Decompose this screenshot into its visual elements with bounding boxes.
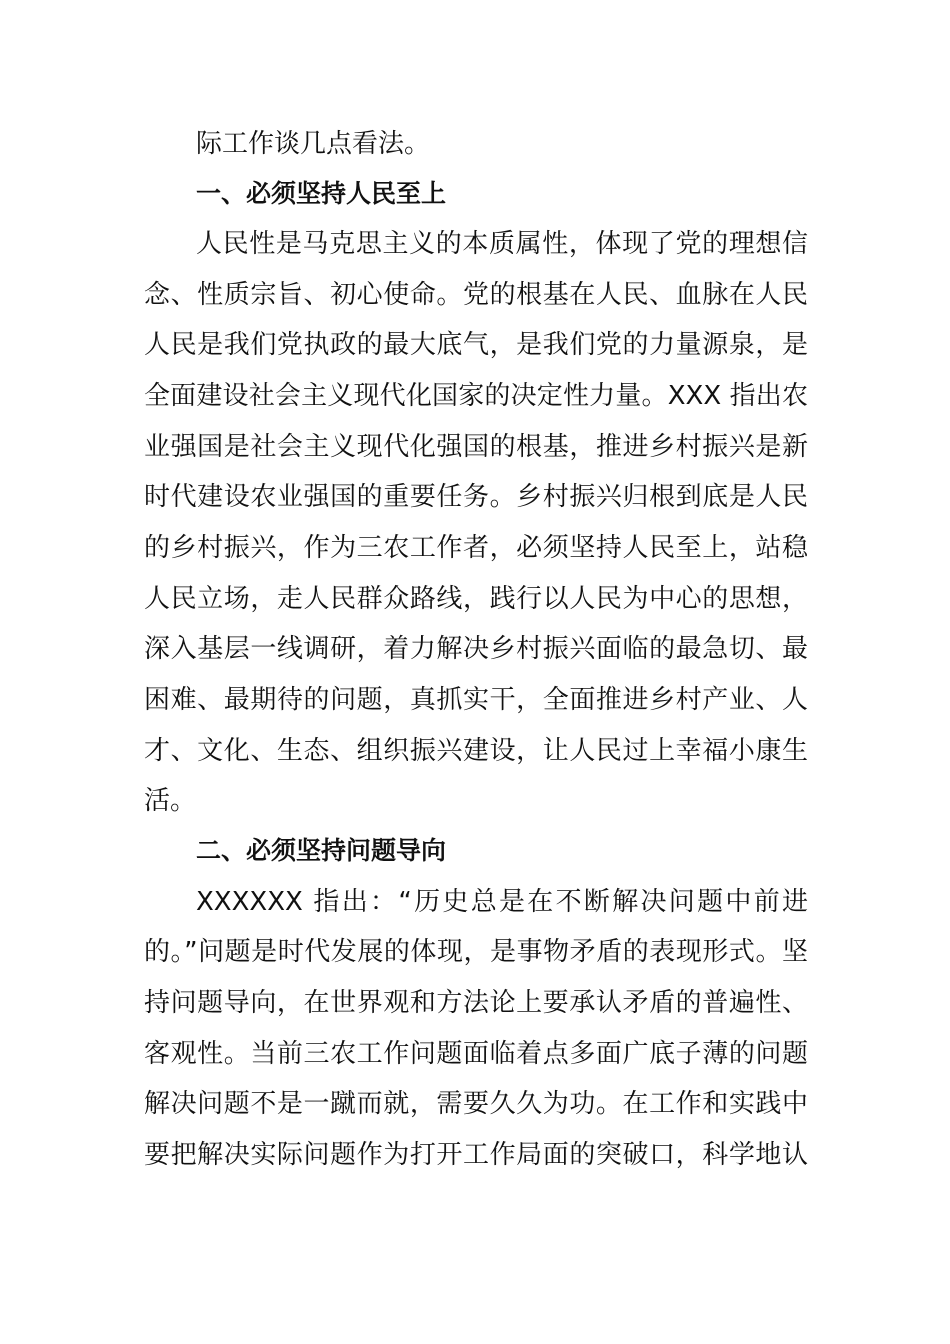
section-1-line-2: 念、性质宗旨、初心使命。党的根基在人民、血脉在人民 — [144, 280, 808, 310]
section-1-line-6: 时代建设农业强国的重要任务。乡村振兴归根到底是人民 — [144, 482, 808, 512]
section-2-line-4: 客观性。当前三农工作问题面临着点多面广底子薄的问题 — [144, 1039, 808, 1069]
section-1-line-8: 人民立场，走人民群众路线，践行以人民为中心的思想， — [144, 584, 808, 614]
section-2-line-5: 解决问题不是一蹴而就，需要久久为功。在工作和实践中 — [144, 1089, 808, 1119]
section-1-line-9: 深入基层一线调研，着力解决乡村振兴面临的最急切、最 — [144, 634, 808, 664]
section-1-line-11: 才、文化、生态、组织振兴建设，让人民过上幸福小康生 — [144, 736, 808, 766]
section-1-heading: 一、必须坚持人民至上 — [196, 179, 447, 208]
intro-line: 际工作谈几点看法。 — [196, 129, 431, 159]
section-1-line-1: 人民性是马克思主义的本质属性，体现了党的理想信 — [196, 229, 808, 259]
section-1-line-10: 困难、最期待的问题，真抓实干，全面推进乡村产业、人 — [144, 685, 808, 715]
section-2-line-3: 持问题导向，在世界观和方法论上要承认矛盾的普遍性、 — [144, 988, 808, 1018]
section-2-line-1: XXXXXX 指出：“历史总是在不断解决问题中前进 — [196, 887, 808, 917]
section-1-line-5: 业强国是社会主义现代化强国的根基，推进乡村振兴是新 — [144, 432, 808, 462]
section-1-line-12: 活。 — [144, 786, 197, 816]
section-1-line-7: 的乡村振兴，作为三农工作者，必须坚持人民至上，站稳 — [144, 533, 808, 563]
section-1-line-4: 全面建设社会主义现代化国家的决定性力量。XXX 指出农 — [144, 381, 808, 411]
section-2-line-6: 要把解决实际问题作为打开工作局面的突破口，科学地认 — [144, 1140, 808, 1170]
section-1-line-3: 人民是我们党执政的最大底气，是我们党的力量源泉，是 — [144, 330, 808, 360]
section-2-line-2: 的。”问题是时代发展的体现，是事物矛盾的表现形式。坚 — [144, 937, 808, 967]
section-2-heading: 二、必须坚持问题导向 — [196, 836, 447, 865]
